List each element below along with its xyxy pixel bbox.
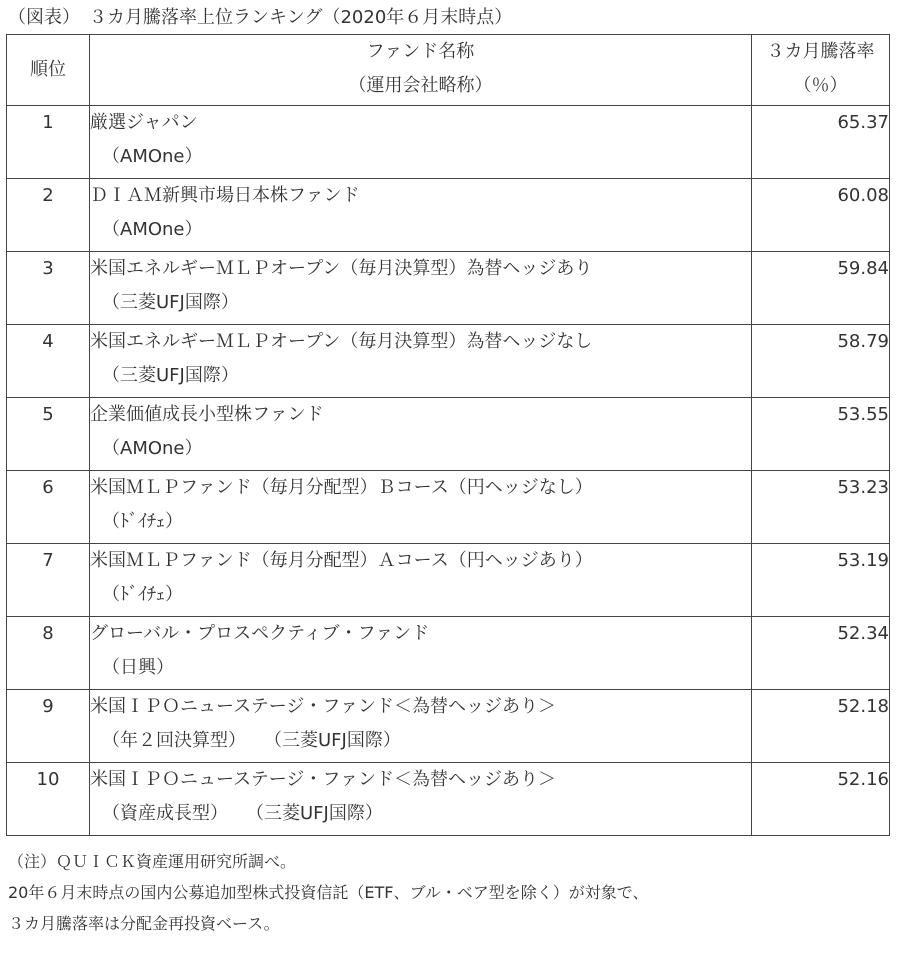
footnote-basis: ３カ月騰落率は分配金再投資ベース。 xyxy=(8,914,280,933)
table-row xyxy=(7,325,890,398)
fund-name-cell xyxy=(90,690,752,763)
fund-name-cell xyxy=(90,544,752,617)
table-row xyxy=(7,179,890,252)
header-rate-line1: ３カ月騰落率 xyxy=(766,41,875,62)
ranking-table xyxy=(6,34,890,836)
footnotes xyxy=(8,846,649,939)
rank-cell: 8 xyxy=(7,617,90,690)
fund-company: （三菱UFJ国際） xyxy=(102,292,239,313)
table-row xyxy=(7,398,890,471)
table-row xyxy=(7,106,890,179)
rank-cell: 5 xyxy=(7,398,90,471)
table-row xyxy=(7,252,890,325)
rank-cell: 9 xyxy=(7,690,90,763)
rank-cell: 7 xyxy=(7,544,90,617)
table-row xyxy=(7,544,890,617)
fund-company: （AMOne） xyxy=(102,438,203,459)
header-fund-name-line2: （運用会社略称） xyxy=(348,75,493,96)
fund-name: 米国ＭＬＰファンド（毎月分配型）Ａコース（円ヘッジあり） xyxy=(90,550,593,571)
fund-company: （AMOne） xyxy=(102,219,203,240)
rate-cell: 59.84 xyxy=(752,252,890,325)
rank-cell: 6 xyxy=(7,471,90,544)
fund-company: （年２回決算型） （三菱UFJ国際） xyxy=(102,730,401,751)
fund-name-cell xyxy=(90,106,752,179)
table-row xyxy=(7,690,890,763)
fund-name-cell xyxy=(90,471,752,544)
fund-company: （日興） xyxy=(102,657,174,678)
fund-name: グローバル・プロスペクティブ・ファンド xyxy=(90,623,430,644)
fund-company: （AMOne） xyxy=(102,146,203,167)
rate-cell: 52.34 xyxy=(752,617,890,690)
header-fund-name-line1: ファンド名称 xyxy=(366,41,475,62)
header-rate-line2: （％） xyxy=(793,75,848,96)
fund-name-cell xyxy=(90,325,752,398)
fund-name: ＤＩＡＭ新興市場日本株ファンド xyxy=(90,185,360,206)
fund-company: （ﾄﾞｲﾁｪ） xyxy=(102,511,183,532)
table-row xyxy=(7,471,890,544)
rate-cell: 60.08 xyxy=(752,179,890,252)
footnote-scope: 20年６月末時点の国内公募追加型株式投資信託（ETF、ブル・ベア型を除く）が対象で、 xyxy=(8,883,649,902)
rank-cell: 3 xyxy=(7,252,90,325)
fund-name: 米国ＩＰＯニューステージ・ファンド＜為替ヘッジあり＞ xyxy=(90,769,557,790)
header-rate xyxy=(752,35,890,106)
rank-cell: 1 xyxy=(7,106,90,179)
fund-name-cell xyxy=(90,179,752,252)
fund-name: 米国エネルギーＭＬＰオープン（毎月決算型）為替ヘッジあり xyxy=(90,258,593,279)
table-row xyxy=(7,617,890,690)
fund-name-cell xyxy=(90,617,752,690)
rank-cell: 2 xyxy=(7,179,90,252)
header-fund-name xyxy=(90,35,752,106)
fund-company: （資産成長型） （三菱UFJ国際） xyxy=(102,803,383,824)
rank-cell: 4 xyxy=(7,325,90,398)
rate-cell: 52.18 xyxy=(752,690,890,763)
fund-name: 米国エネルギーＭＬＰオープン（毎月決算型）為替ヘッジなし xyxy=(90,331,593,352)
footnote-source: （注）ＱＵＩＣＫ資産運用研究所調べ。 xyxy=(8,852,297,871)
rate-cell: 53.23 xyxy=(752,471,890,544)
rate-cell: 53.55 xyxy=(752,398,890,471)
rate-cell: 65.37 xyxy=(752,106,890,179)
fund-company: （ﾄﾞｲﾁｪ） xyxy=(102,584,183,605)
header-rank: 順位 xyxy=(7,35,90,106)
rank-cell: 10 xyxy=(7,763,90,836)
fund-name-cell xyxy=(90,252,752,325)
fund-name-cell xyxy=(90,398,752,471)
header-row xyxy=(7,35,890,106)
rate-cell: 53.19 xyxy=(752,544,890,617)
fund-name: 米国ＩＰＯニューステージ・ファンド＜為替ヘッジあり＞ xyxy=(90,696,557,717)
fund-name: 厳選ジャパン xyxy=(90,112,198,133)
rate-cell: 58.79 xyxy=(752,325,890,398)
fund-company: （三菱UFJ国際） xyxy=(102,365,239,386)
fund-name-cell xyxy=(90,763,752,836)
table-row xyxy=(7,763,890,836)
fund-name: 米国ＭＬＰファンド（毎月分配型）Ｂコース（円ヘッジなし） xyxy=(90,477,593,498)
table-caption: （図表） ３カ月騰落率上位ランキング（2020年６月末時点） xyxy=(8,7,513,28)
rate-cell: 52.16 xyxy=(752,763,890,836)
fund-name: 企業価値成長小型株ファンド xyxy=(90,404,324,425)
